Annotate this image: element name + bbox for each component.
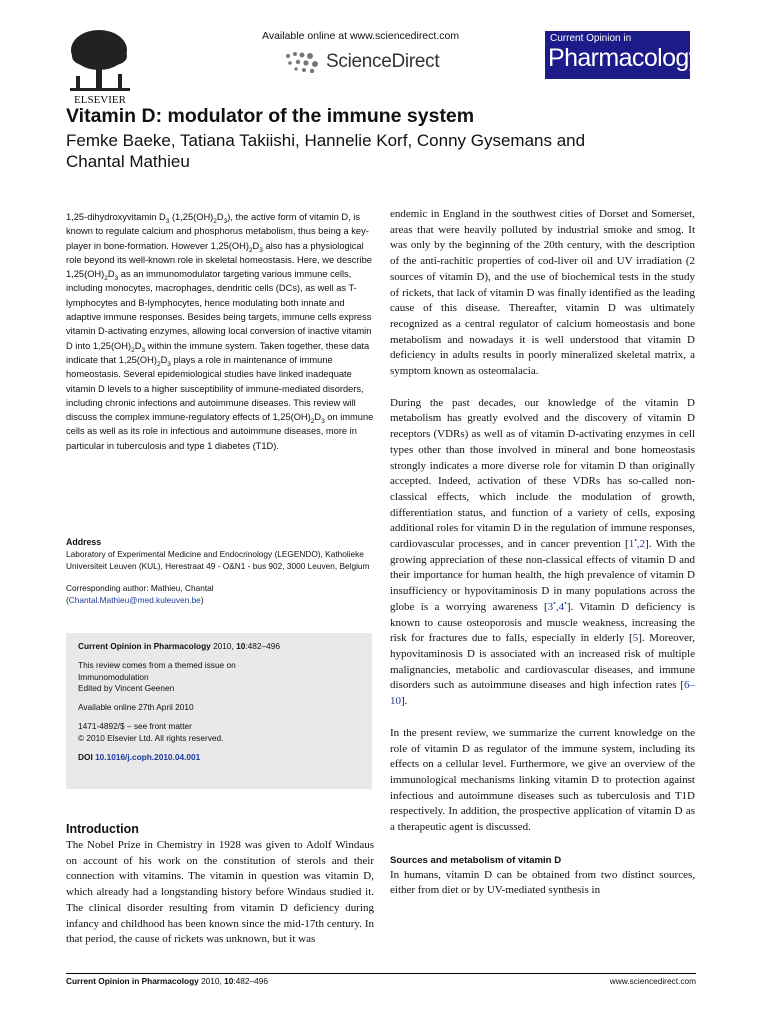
ref-link-3[interactable]: 3 <box>547 600 554 613</box>
ref-link-2[interactable]: ,2 <box>636 538 646 551</box>
sciencedirect-wordmark: ScienceDirect <box>326 51 440 72</box>
address-text: Laboratory of Experimental Medicine and Endocrinology (LEGENDO), Katholieke Universiteit Leuven (KUL), Herestraat 49 - O&N1 - bus 902, 3000 Leuven, Belgium <box>66 549 370 571</box>
paragraph-rickets: endemic in England in the southwest cities of Dorset and Somerset, areas that were heavily polluted by industrial smoke and smog. It was only by the beginning of the 20th century, with the description of the anti-rachitic properties of cod-liver oil and UV irradiation (2 sources of vitamin D), and the use of biochemical tests in the study of rickets, that lack of vitamin D was finally identified as the leading cause of this disease. Thereafter, vitamin D was ultimately recognized as a central regulator of calcium homeostasis and bone metabolism and nowadays it is well understood that vitamin D deficiency in adults results in poorly mineralized skeletal matrix, a symptom known as osteomalacia. <box>390 208 695 378</box>
introduction-heading: Introduction <box>66 822 139 836</box>
ref-link-1[interactable]: 1 <box>628 538 635 551</box>
ref-link-4[interactable]: ,4 <box>555 600 565 613</box>
article-info-box <box>66 633 372 789</box>
footer-url[interactable]: www.sciencedirect.com <box>609 976 696 986</box>
footer-divider <box>66 973 696 974</box>
sources-heading: Sources and metabolism of vitamin D <box>390 854 562 866</box>
paragraph-sources: In humans, vitamin D can be obtained from two distinct sources, either from diet or by UV-mediated synthesis in <box>390 868 695 897</box>
introduction-text: The Nobel Prize in Chemistry in 1928 was given to Adolf Windaus on account of his work on the constitution of sterols and their connection with vitamins. The vitamin in question was vitamin D, which already had a longstanding history before Windaus studied it. The clinical disorder resulting from vitamin D deficiency during infancy and childhood has been known since the mid-17th century. In that period, the cause of rickets was unknown, but it was <box>66 839 374 946</box>
article-title: Vitamin D: modulator of the immune system <box>66 105 475 127</box>
corresponding-author: Corresponding author: Mathieu, Chantal (Chantal.Mathieu@med.kuleuven.be) <box>66 583 214 605</box>
authors-line1: Femke Baeke, Tatiana Takiishi, Hannelie Korf, Conny Gysemans and <box>66 131 586 150</box>
paragraph-review-summary: In the present review, we summarize the current knowledge on the role of vitamin D as regulator of the immune system, including its effects on a cellular level. Furthermore, we give an overview of the immunological mechanisms linking vitamin D to protection against infectious and autoimmune diseases such as tuberculosis and T1D respectively. In addition, the prospective application of vitamin D as a therapeutic agent is discussed. <box>390 726 695 834</box>
ref-link-6-10[interactable]: 6–10 <box>390 679 695 708</box>
ref-link-5[interactable]: 5 <box>632 632 639 645</box>
journal-banner-line2: Pharmacology <box>548 44 701 72</box>
info-available-online: Available online 27th April 2010 <box>78 702 194 713</box>
sciencedirect-dots-icon <box>282 50 322 74</box>
info-citation: Current Opinion in Pharmacology 2010, 10:482–496 <box>78 641 280 651</box>
author-email-link[interactable]: Chantal.Mathieu@med.kuleuven.be <box>68 595 201 605</box>
info-doi: DOI 10.1016/j.coph.2010.04.001 <box>78 751 201 762</box>
doi-link[interactable]: 10.1016/j.coph.2010.04.001 <box>95 751 201 762</box>
elsevier-wordmark: ELSEVIER <box>74 94 126 106</box>
abstract-paragraph: 1,25-dihydroxyvitamin $D_3$ $(1,25(OH)_2D_3)$, the active form of vitamin D, is known to regulate calcium and phosphorus metabolism, thus being a key-player in bone-formation. However $1,25(OH)_2D_3$ also has a physiological role beyond its well-known role in skeletal homeostasis. Here, we describe $1,25(OH)_2D_3$ as an immunomodulator targeting various immune cells, including monocytes, macrophages, dendritic cells (DCs), as well as T-lymphocytes and B-lymphocytes, hence modulating both innate and adaptive immune responses. Besides being targets, immune cells express vitamin D-activating enzymes, allowing local conversion of inactive vitamin D into $1,25(OH)_2D_3$ within the immune system. Taken together, these data indicate that $1,25(OH)_2D_3$ plays a role in maintenance of immune homeostasis. Several epidemiological studies have linked inadequate vitamin D levels to a higher susceptibility of immune-mediated disorders, including chronic infections and autoimmune diseases. This review will discuss the complex immune-regulatory effects of $1,25(OH)_2D_3$ on immune cells as well as its role in infectious and autoimmune diseases, more in particular in tuberculosis and type 1 diabetes (T1D). <box>66 212 374 451</box>
info-copyright: 1471-4892/$ – see front matter © 2010 Elsevier Ltd. All rights reserved. <box>78 720 224 743</box>
article-authors <box>66 130 706 172</box>
journal-banner <box>545 31 701 79</box>
journal-banner-line1: Current Opinion in <box>550 33 632 44</box>
authors-line2: Chantal Mathieu <box>66 152 190 171</box>
paragraph-vitamin-d-metabolism: During the past decades, our knowledge of the vitamin D metabolism has greatly evolved and the discovery of vitamin D receptors (VDRs) as well as of vitamin D-activating enzymes in cell types other than those involved in mineral and bone homeostasis strongly indicates a more diverse role for vitamin D than originally accepted. Indeed, activation of these VDRs has so-called non-classical effects, which include the modulation of growth, differentiation status, and function of a variety of cells, exposing additional roles for vitamin D in the regulation of immune responses, cardiovascular processes, and in cancer prevention [1•,2]. With the growing appreciation of these non-classical effects of vitamin D and their importance for human health, the high prevalence of vitamin D insufficiency or hypovitaminosis D in many populations across the globe is a worrying awareness [3•,4•]. Vitamin D deficiency is known to cause osteoporosis and muscle weakness, increasing the risk for fractures due to falls, especially in elderly [5]. Moreover, hypovitaminosis D is associated with an increased risk of multiple malignancies, metabolic and cardiovascular diseases, and immune disorders such as autoimmune diseases and high infection rates [6–10]. <box>390 396 695 708</box>
elsevier-logo <box>66 26 134 106</box>
info-themed-issue: This review comes from a themed issue on Immunomodulation Edited by Vincent Geenen <box>78 659 236 694</box>
address-heading: Address <box>66 537 102 547</box>
address-block <box>66 536 374 606</box>
available-online-text: Available online at www.sciencedirect.com <box>262 30 460 42</box>
abstract <box>66 210 374 453</box>
footer-citation: Current Opinion in Pharmacology 2010, 10:482–496 <box>66 976 268 986</box>
right-column-text <box>390 207 695 899</box>
sciencedirect-logo <box>282 50 439 74</box>
